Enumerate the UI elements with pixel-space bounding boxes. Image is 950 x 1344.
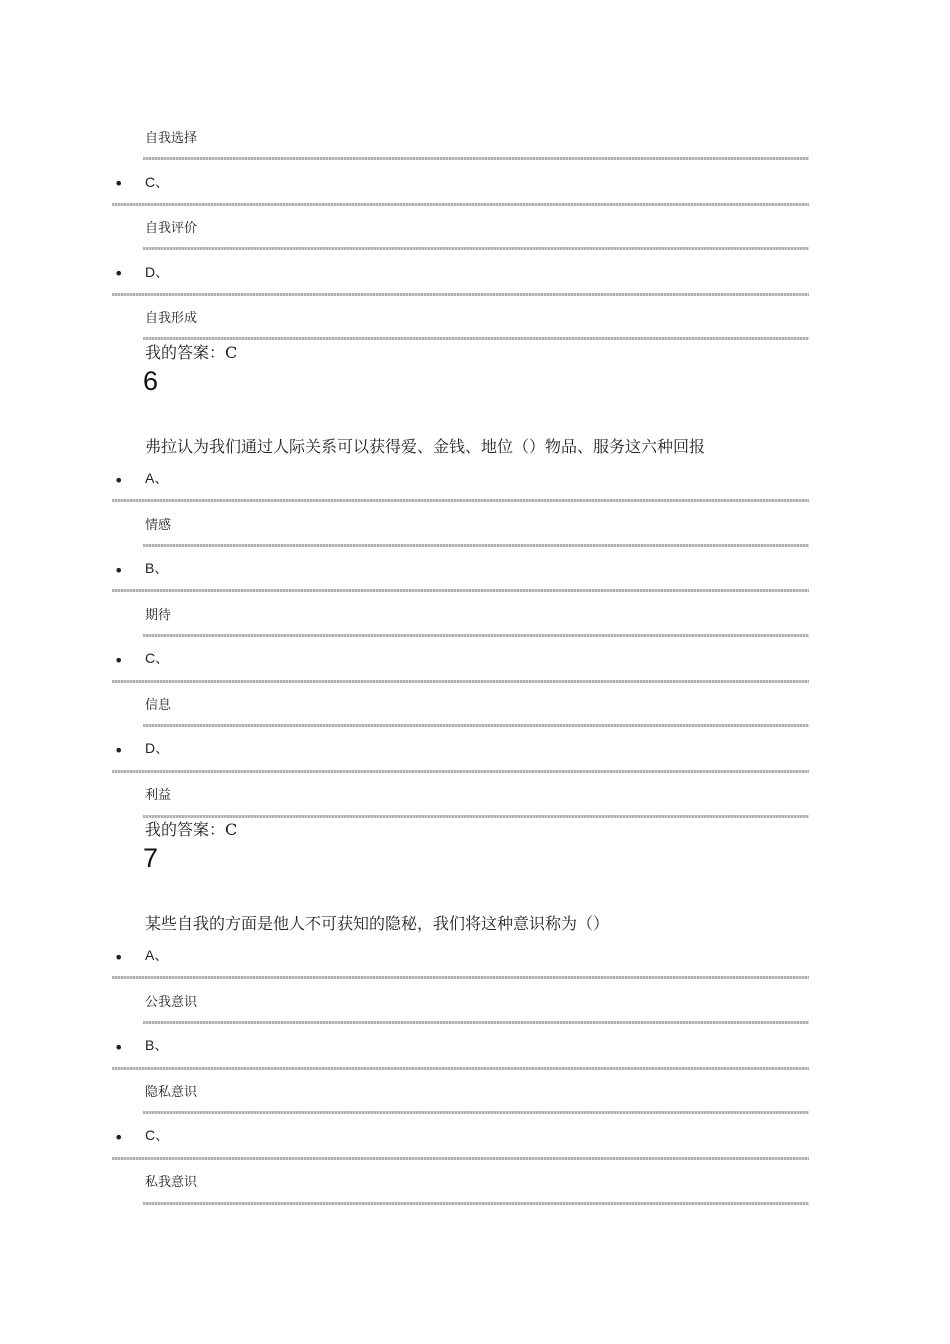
bullet: • bbox=[114, 264, 124, 283]
option-text: 自我评价 bbox=[145, 221, 198, 236]
divider bbox=[143, 724, 809, 727]
option-letter: B、 bbox=[145, 1037, 169, 1053]
option-text: 自我选择 bbox=[145, 131, 198, 146]
option-text: 自我形成 bbox=[145, 311, 198, 326]
option-letter: D、 bbox=[145, 740, 170, 756]
divider bbox=[112, 203, 809, 206]
bullet: • bbox=[114, 1038, 124, 1057]
bullet: • bbox=[114, 561, 124, 580]
divider bbox=[143, 157, 809, 160]
divider bbox=[112, 1157, 809, 1160]
bullet: • bbox=[114, 1128, 124, 1147]
question-number: 6 bbox=[143, 366, 159, 396]
my-answer: 我的答案：C bbox=[145, 820, 238, 839]
option-text: 公我意识 bbox=[145, 995, 198, 1010]
divider bbox=[143, 1202, 809, 1205]
bullet: • bbox=[114, 471, 124, 490]
option-letter: C、 bbox=[145, 1127, 170, 1143]
divider bbox=[112, 1067, 809, 1070]
option-letter: B、 bbox=[145, 560, 169, 576]
question-stem: 弗拉认为我们通过人际关系可以获得爱、金钱、地位（）物品、服务这六种回报 bbox=[145, 437, 706, 456]
option-letter: C、 bbox=[145, 174, 170, 190]
option-text: 利益 bbox=[145, 788, 172, 803]
divider bbox=[143, 815, 809, 818]
option-text: 隐私意识 bbox=[145, 1085, 198, 1100]
divider bbox=[112, 589, 809, 592]
divider bbox=[112, 680, 809, 683]
divider bbox=[143, 1111, 809, 1114]
divider bbox=[143, 337, 809, 340]
divider bbox=[143, 247, 809, 250]
bullet: • bbox=[114, 174, 124, 193]
divider bbox=[143, 544, 809, 547]
option-text: 情感 bbox=[145, 518, 172, 533]
option-letter: D、 bbox=[145, 264, 170, 280]
option-letter: A、 bbox=[145, 470, 169, 486]
bullet: • bbox=[114, 741, 124, 760]
divider bbox=[112, 976, 809, 979]
bullet: • bbox=[114, 948, 124, 967]
divider bbox=[112, 770, 809, 773]
option-letter: C、 bbox=[145, 650, 170, 666]
option-letter: A、 bbox=[145, 947, 169, 963]
question-number: 7 bbox=[143, 843, 159, 873]
option-text: 期待 bbox=[145, 608, 172, 623]
divider bbox=[143, 634, 809, 637]
option-text: 私我意识 bbox=[145, 1175, 198, 1190]
divider bbox=[112, 293, 809, 296]
divider bbox=[143, 1021, 809, 1024]
my-answer: 我的答案：C bbox=[145, 343, 238, 362]
divider bbox=[112, 499, 809, 502]
question-stem: 某些自我的方面是他人不可获知的隐秘，我们将这种意识称为（） bbox=[145, 914, 610, 933]
bullet: • bbox=[114, 651, 124, 670]
option-text: 信息 bbox=[145, 698, 172, 713]
